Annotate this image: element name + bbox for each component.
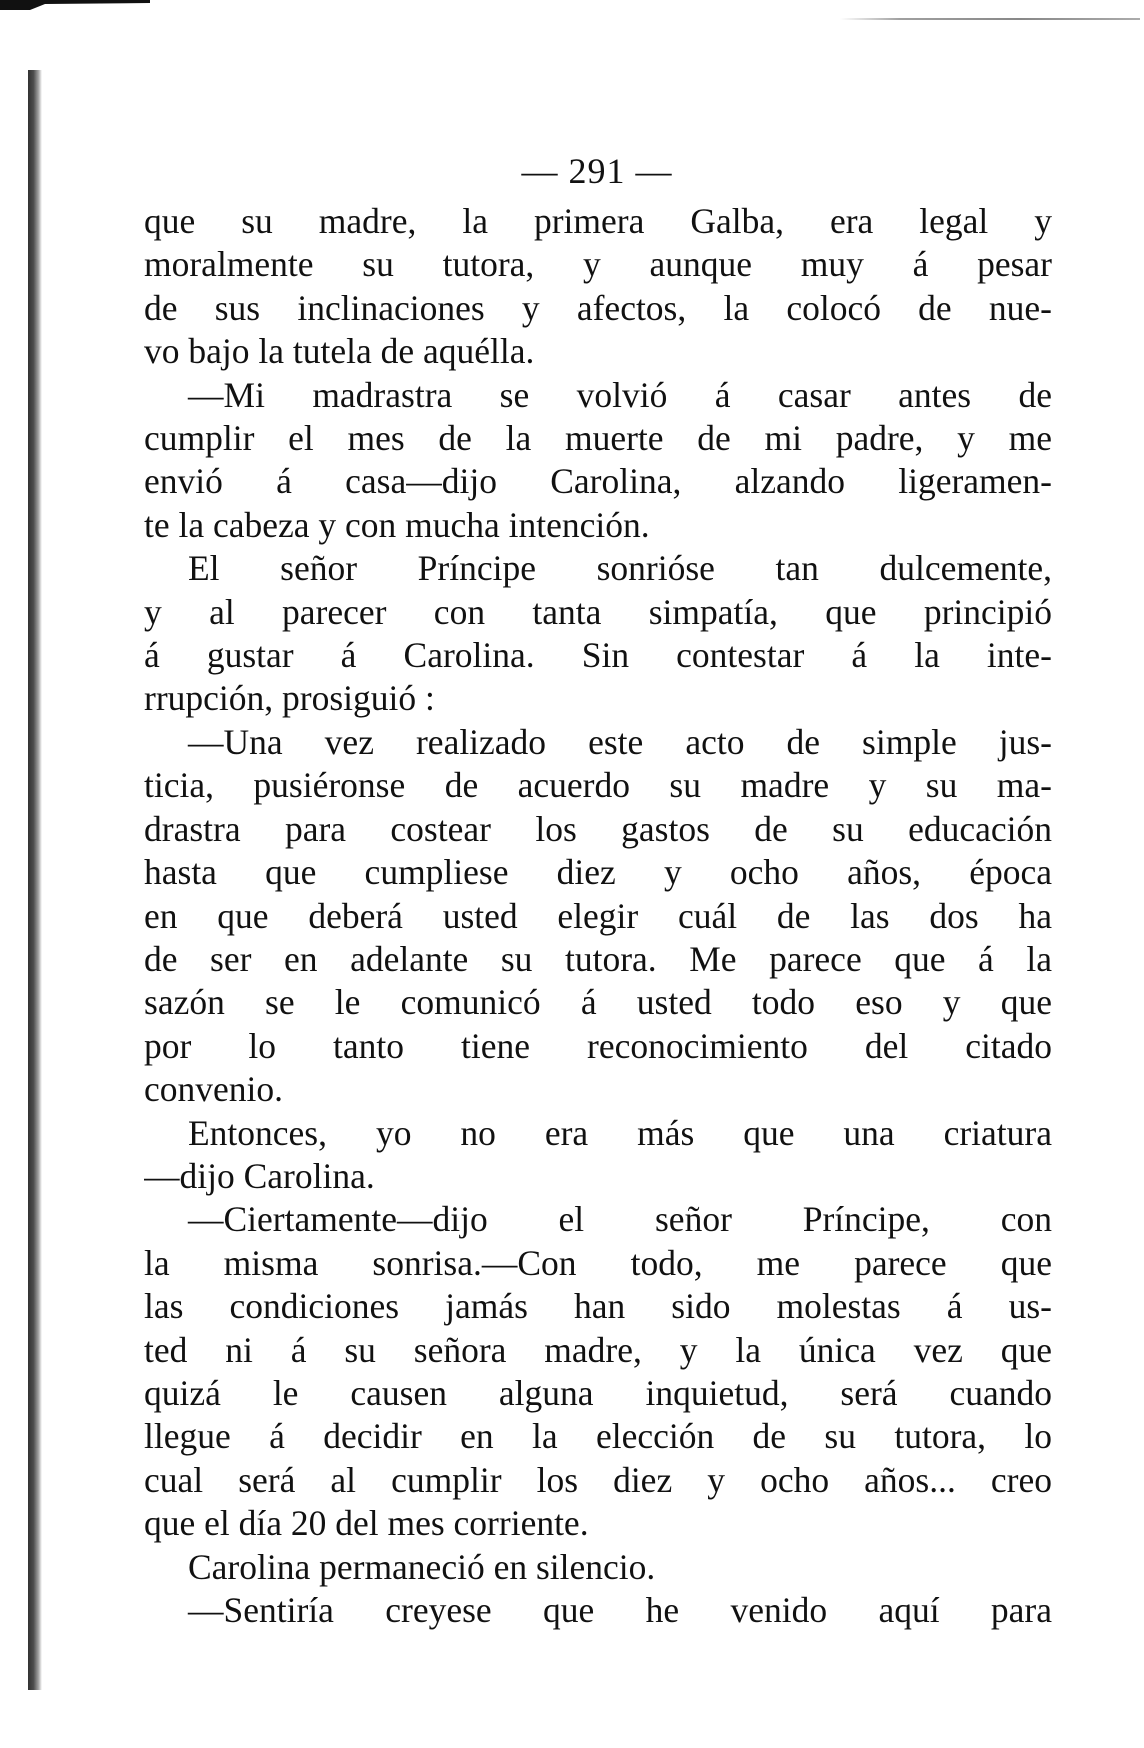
text-line: El señor Príncipe sonrióse tan dulcemente, [188,548,1052,589]
text-line: y al parecer con tanta simpatía, que principió [144,591,1052,632]
text-line: que el día 20 del mes corriente. [144,1503,589,1544]
text-line: rrupción, prosiguió : [144,678,435,719]
text-line: llegue á decidir en la elección de su tutora, lo [144,1416,1052,1457]
text-line: cual será al cumplir los diez y ocho años... creo [144,1459,1052,1500]
text-line: —Una vez realizado este acto de simple jus- [188,721,1052,762]
text-line: de ser en adelante su tutora. Me parece que á la [144,938,1052,979]
page-body-text [144,200,1052,1632]
text-line: Entonces, yo no era más que una criatura [188,1112,1052,1153]
text-line: á gustar á Carolina. Sin contestar á la inte- [144,635,1052,676]
text-line: quizá le causen alguna inquietud, será cuando [144,1372,1052,1413]
text-line: hasta que cumpliese diez y ocho años, época [144,852,1052,893]
page-binding-edge [28,70,42,1690]
text-line: moralmente su tutora, y aunque muy á pesar [144,244,1052,285]
text-line: de sus inclinaciones y afectos, la colocó de nue- [144,287,1052,328]
text-line: sazón se le comunicó á usted todo eso y que [144,982,1052,1023]
page-header [0,150,1144,192]
text-line: la misma sonrisa.—Con todo, me parece que [144,1242,1052,1283]
text-line: cumplir el mes de la muerte de mi padre, y me [144,418,1052,459]
text-line: ticia, pusiéronse de acuerdo su madre y su ma- [144,765,1052,806]
scan-top-rule [840,18,1140,20]
text-line: ted ni á su señora madre, y la única vez que [144,1329,1052,1370]
text-line: convenio. [144,1069,284,1110]
text-line: por lo tanto tiene reconocimiento del citado [144,1025,1052,1066]
page-number: — 291 — [521,151,673,191]
text-line: —Ciertamente—dijo el señor Príncipe, con [188,1199,1052,1240]
text-line: vo bajo la tutela de aquélla. [144,331,535,372]
text-line: te la cabeza y con mucha intención. [144,504,650,545]
text-line: drastra para costear los gastos de su educación [144,808,1052,849]
text-line: —Sentiría creyese que he venido aquí para [188,1590,1052,1630]
text-line: envió á casa—dijo Carolina, alzando ligeramen- [144,461,1052,502]
text-line: las condiciones jamás han sido molestas á us- [144,1286,1052,1327]
scan-corner-mark [0,0,150,10]
text-line: en que deberá usted elegir cuál de las dos ha [144,895,1052,936]
text-line: —dijo Carolina. [144,1155,375,1196]
text-line: Carolina permaneció en silencio. [188,1546,656,1587]
text-line: —Mi madrastra se volvió á casar antes de [188,374,1052,415]
text-line: que su madre, la primera Galba, era legal y [144,201,1052,241]
